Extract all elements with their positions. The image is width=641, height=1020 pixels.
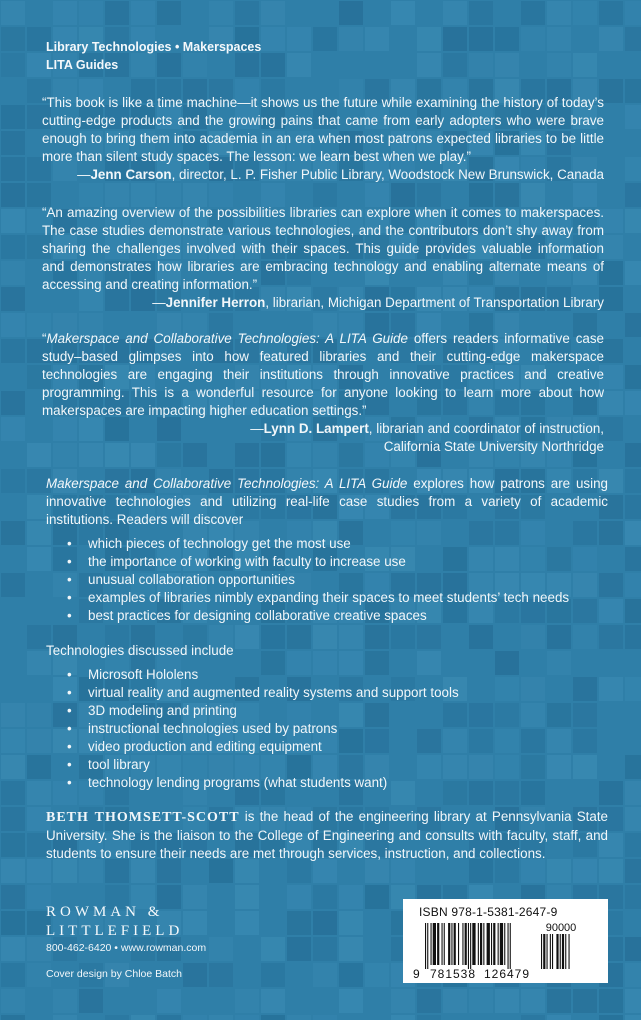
- barcode-bar: [433, 923, 436, 965]
- quote-attribution: —Jenn Carson, director, L. P. Fisher Public Library, Woodstock New Brunswick, Canada: [77, 167, 604, 182]
- addon-bar: [552, 934, 553, 969]
- addon-bar: [541, 934, 542, 969]
- barcode-bar: [442, 923, 443, 965]
- barcode-bar: [462, 923, 463, 965]
- barcode-bar: [487, 923, 490, 965]
- list-item: • examples of libraries nimbly expanding their spaces to meet students’ tech needs: [67, 590, 570, 605]
- list-item: • technology lending programs (what students want): [67, 775, 388, 790]
- addon-bar: [565, 934, 566, 969]
- cover-credit: Cover design by Chloe Batch: [46, 968, 182, 980]
- blurb-quote-2: [42, 204, 604, 312]
- quote-author-institution: California State University Northridge: [383, 439, 604, 454]
- quote-attribution: —Lynn D. Lampert, librarian and coordinator of instruction,: [250, 421, 604, 436]
- barcode-bars: [411, 923, 601, 981]
- barcode-bar: [448, 923, 450, 965]
- barcode-bar: [454, 923, 456, 965]
- list-item: • tool library: [67, 757, 150, 772]
- barcode-bar: [472, 923, 475, 965]
- price-code: 90000: [545, 923, 577, 934]
- book-title: Makerspace and Collaborative Technologies: A LITA Guide: [46, 476, 408, 491]
- list-item: • virtual reality and augmented reality systems and support tools: [67, 685, 459, 700]
- quote-author: Jennifer Herron: [165, 295, 266, 310]
- list-item: • best practices for designing collaborative creative spaces: [67, 608, 427, 623]
- publisher-contact: 800-462-6420 • www.rowman.com: [46, 942, 207, 954]
- book-description: Makerspace and Collaborative Technologies: A LITA Guide explores how patrons are using innovative technologies and utilizing real-life case studies from a variety of academic institutions. Readers will discover: [46, 476, 609, 527]
- barcode-bar: [493, 923, 495, 965]
- addon-bar: [550, 934, 551, 969]
- barcode-bar: [468, 923, 469, 969]
- quote-author: Lynn D. Lampert: [263, 421, 369, 436]
- addon-bar: [562, 934, 564, 969]
- technologies-heading: Technologies discussed include: [46, 643, 234, 658]
- discover-list: [64, 535, 569, 625]
- barcode-bar: [504, 923, 505, 965]
- ean-digits-left: 781538: [429, 967, 477, 981]
- ean-barcode-icon: [425, 923, 511, 969]
- list-item: • the importance of working with faculty to increase use: [67, 554, 406, 569]
- list-item: • video production and editing equipment: [67, 739, 322, 754]
- barcode-bar: [444, 923, 445, 965]
- barcode-bar: [427, 923, 428, 969]
- addon-bar: [543, 934, 545, 969]
- quote-text: “This book is like a time machine—it shows us the future while examining the history of today’s cutting-edge products and the growing pains that came from early adopters who were brave enough to bring them into academia in an era when most patrons expected libraries to be little more than silent study spaces. The lesson: we learn best when we play.”: [42, 95, 604, 164]
- addon-barcode-icon: [541, 934, 570, 969]
- barcode-bar: [458, 923, 459, 965]
- publisher-logo: [46, 902, 207, 954]
- addon-bar: [556, 934, 558, 969]
- barcode-bar: [425, 923, 426, 969]
- author-bio: BETH THOMSETT-SCOTT is the head of the engineering library at Pennsylvania State University. She is the liaison to the College of Engineering and consults with faculty, staff, and students to ensure their needs are met through services, instruction, and collections.: [46, 809, 609, 861]
- ean-digit-lead: 9: [413, 967, 420, 981]
- addon-bar: [547, 934, 548, 969]
- barcode-bar: [483, 923, 484, 965]
- barcode-bar: [491, 923, 492, 965]
- list-item: • 3D modeling and printing: [67, 703, 237, 718]
- barcode-bar: [470, 923, 471, 969]
- barcode-bar: [465, 923, 467, 965]
- ean-digits-right: 126479: [483, 967, 531, 981]
- barcode-bar: [500, 923, 503, 965]
- series-line-1: Library Technologies • Makerspaces: [46, 40, 262, 54]
- barcode-bar: [451, 923, 452, 965]
- quote-text: “An amazing overview of the possibilities libraries can explore when it comes to makerspaces. The case studies demonstrate various technologies, and the contributors don’t shy away from sharing the challenges involved with their spaces. This guide provides valuable information and demonstrates how libraries are embracing technology and enabling alternate means of accessing and creating information.”: [42, 205, 604, 292]
- quote-author-role: , librarian and coordinator of instruction,: [368, 421, 604, 436]
- barcode-bar: [480, 923, 482, 965]
- isbn-label: ISBN 978-1-5381-2647-9: [419, 905, 558, 919]
- list-item: • instructional technologies used by patrons: [67, 721, 338, 736]
- series-line-2: LITA Guides: [46, 58, 119, 72]
- quote-author-role: , librarian, Michigan Department of Transportation Library: [265, 295, 604, 310]
- blurb-quote-1: [42, 94, 604, 184]
- quote-author: Jenn Carson: [90, 167, 172, 182]
- author-name: BETH THOMSETT-SCOTT: [46, 810, 240, 825]
- list-item: • unusual collaboration opportunities: [67, 572, 295, 587]
- addon-bar: [569, 934, 570, 969]
- blurb-quote-3: [42, 330, 604, 456]
- barcode-bar: [437, 923, 439, 965]
- series-info: [46, 38, 261, 74]
- barcode-bar: [431, 923, 432, 965]
- quote-attribution: —Jennifer Herron, librarian, Michigan Department of Transportation Library: [152, 295, 604, 310]
- barcode-bar: [478, 923, 479, 965]
- barcode-bar: [508, 923, 509, 969]
- quote-author-role: , director, L. P. Fisher Public Library, Woodstock New Brunswick, Canada: [171, 167, 604, 182]
- list-item: • Microsoft Hololens: [67, 667, 199, 682]
- quote-text: “Makerspace and Collaborative Technologies: A LITA Guide offers readers informative case study–based glimpses into how featured libraries and their cutting-edge makerspace technologies are engaging their institutions through innovative practices and creative programming. This is a wonderful resource for anyone looking to learn more about how makerspaces are impacting higher education settings.”: [42, 331, 604, 418]
- barcode-bar: [510, 923, 511, 969]
- publisher-name-line-1: ROWMAN &: [46, 904, 164, 920]
- technologies-list: [64, 666, 459, 792]
- barcode: [403, 899, 608, 983]
- list-item: • which pieces of technology get the most use: [67, 536, 351, 551]
- publisher-name-line-2: LITTLEFIELD: [46, 923, 184, 939]
- book-title: Makerspace and Collaborative Technologies: A LITA Guide: [46, 331, 408, 346]
- barcode-bar: [498, 923, 499, 965]
- addon-bar: [560, 934, 561, 969]
